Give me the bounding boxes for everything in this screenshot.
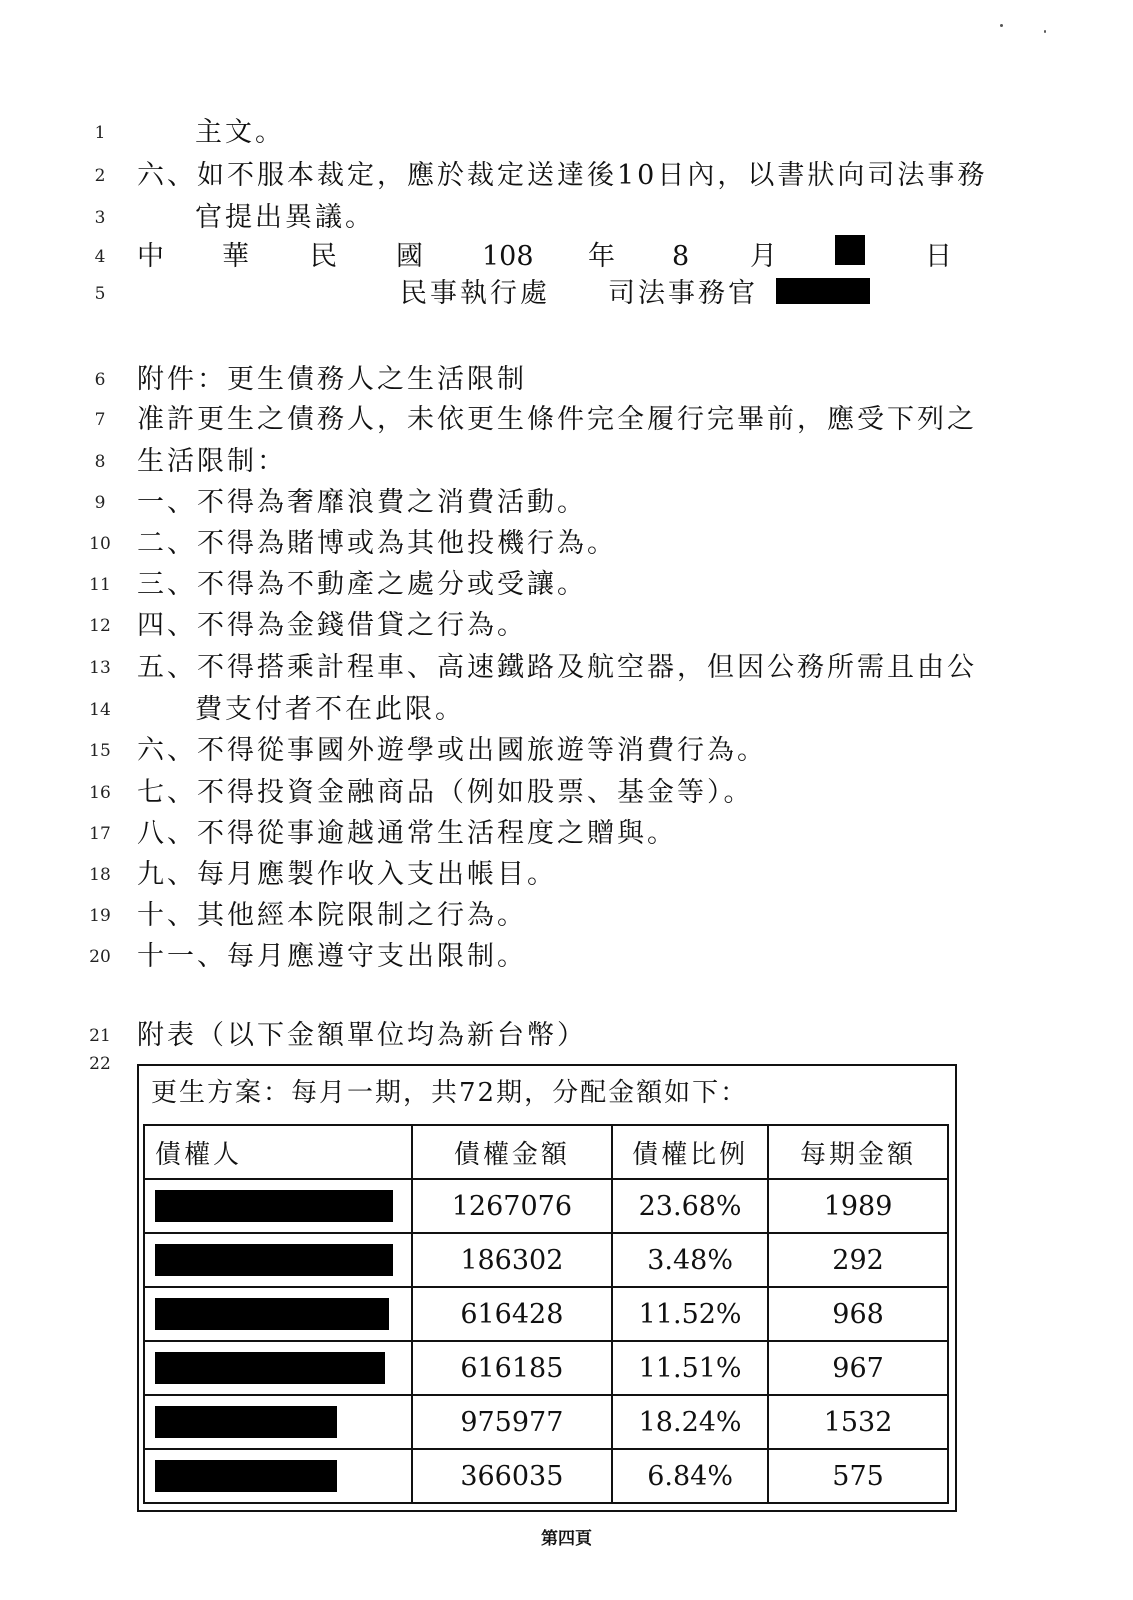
line-7 <box>0 398 1133 442</box>
line-text: 附表（以下金額單位均為新台幣） <box>137 1020 587 1051</box>
table-row <box>144 1179 948 1233</box>
repayment-plan-table <box>137 1064 957 1512</box>
line-number: 18 <box>89 865 111 885</box>
date-char: 民 <box>310 241 337 272</box>
line-number: 10 <box>89 534 111 554</box>
header-claim-amount: 債權金額 <box>412 1125 612 1179</box>
installment-cell: 967 <box>768 1341 948 1395</box>
redaction-creditor <box>155 1244 393 1276</box>
line-text: 七、不得投資金融商品（例如股票、基金等）。 <box>137 777 754 808</box>
line-number: 11 <box>89 575 111 595</box>
line-11 <box>0 563 1133 607</box>
creditor-table <box>143 1124 949 1504</box>
line-1 <box>0 111 1133 155</box>
claim-amount-cell: 366035 <box>412 1449 612 1503</box>
line-number: 16 <box>89 783 111 803</box>
line-text: 主文。 <box>195 117 285 148</box>
installment-cell: 1989 <box>768 1179 948 1233</box>
line-12 <box>0 604 1133 648</box>
line-number: 6 <box>94 370 106 390</box>
table-caption: 更生方案：每月一期，共72期，分配金額如下： <box>151 1078 749 1108</box>
page-number: 第四頁 <box>541 1529 592 1549</box>
line-text: 四、不得為金錢借貸之行為。 <box>137 610 527 641</box>
claim-amount-cell: 616185 <box>412 1341 612 1395</box>
line-19 <box>0 894 1133 938</box>
creditor-cell <box>144 1233 412 1287</box>
line-number: 3 <box>94 208 106 228</box>
line-text: 二、不得為賭博或為其他投機行為。 <box>137 528 617 559</box>
header-claim-ratio: 債權比例 <box>612 1125 768 1179</box>
installment-cell: 968 <box>768 1287 948 1341</box>
header-creditor: 債權人 <box>144 1125 412 1179</box>
line-number: 12 <box>89 616 111 636</box>
date-year: 108 <box>482 241 534 272</box>
line-number: 4 <box>94 247 106 267</box>
claim-ratio-cell: 23.68% <box>612 1179 768 1233</box>
line-text: 附件：更生債務人之生活限制 <box>137 364 527 395</box>
date-char: 日 <box>925 241 952 272</box>
header-installment: 每期金額 <box>768 1125 948 1179</box>
redaction-creditor <box>155 1190 393 1222</box>
line-6 <box>0 358 1133 402</box>
table-row <box>144 1287 948 1341</box>
date-char: 中 <box>137 241 164 272</box>
line-number: 13 <box>89 658 111 678</box>
redaction-officer-name <box>776 278 870 304</box>
creditor-cell <box>144 1341 412 1395</box>
redaction-creditor <box>155 1352 385 1384</box>
redaction-creditor <box>155 1460 337 1492</box>
date-char: 國 <box>396 241 423 272</box>
claim-amount-cell: 1267076 <box>412 1179 612 1233</box>
line-15 <box>0 729 1133 773</box>
line-text: 八、不得從事逾越通常生活程度之贈與。 <box>137 818 677 849</box>
line-number: 9 <box>94 493 106 513</box>
table-row <box>144 1449 948 1503</box>
claim-amount-cell: 975977 <box>412 1395 612 1449</box>
line-text: 一、不得為奢靡浪費之消費活動。 <box>137 487 587 518</box>
table-header-row <box>144 1125 948 1179</box>
line-3 <box>0 196 1133 240</box>
line-13 <box>0 646 1133 690</box>
line-number: 17 <box>89 824 111 844</box>
claim-ratio-cell: 18.24% <box>612 1395 768 1449</box>
claim-ratio-cell: 3.48% <box>612 1233 768 1287</box>
line-number: 2 <box>94 166 106 186</box>
creditor-cell <box>144 1179 412 1233</box>
line-number: 20 <box>89 947 111 967</box>
creditor-cell <box>144 1449 412 1503</box>
line-2 <box>0 154 1133 198</box>
line-number: 14 <box>89 700 111 720</box>
line-text: 五、不得搭乘計程車、高速鐵路及航空器，但因公務所需且由公 <box>137 652 977 683</box>
line-14 <box>0 688 1133 732</box>
line-text: 生活限制： <box>137 446 287 477</box>
line-text: 六、不得從事國外遊學或出國旅遊等消費行為。 <box>137 735 767 766</box>
line-18 <box>0 853 1133 897</box>
line-8 <box>0 440 1133 484</box>
claim-ratio-cell: 11.51% <box>612 1341 768 1395</box>
line-number: 7 <box>94 410 106 430</box>
line-number: 19 <box>89 906 111 926</box>
line-number: 22 <box>89 1054 111 1074</box>
installment-cell: 292 <box>768 1233 948 1287</box>
installment-cell: 575 <box>768 1449 948 1503</box>
line-text: 官提出異議。 <box>195 202 375 233</box>
department: 民事執行處 <box>400 278 550 309</box>
line-number: 15 <box>89 741 111 761</box>
date-month: 8 <box>672 241 690 272</box>
line-number: 21 <box>89 1026 111 1046</box>
line-text: 十一、每月應遵守支出限制。 <box>137 941 527 972</box>
signature-line <box>0 272 1133 316</box>
officer-title: 司法事務官 <box>608 278 758 309</box>
installment-cell: 1532 <box>768 1395 948 1449</box>
scan-speck <box>1044 30 1046 33</box>
line-16 <box>0 771 1133 815</box>
creditor-cell <box>144 1287 412 1341</box>
table-row <box>144 1395 948 1449</box>
claim-amount-cell: 186302 <box>412 1233 612 1287</box>
line-text: 三、不得為不動產之處分或受讓。 <box>137 569 587 600</box>
table-row <box>144 1233 948 1287</box>
line-text: 十、其他經本院限制之行為。 <box>137 900 527 931</box>
line-number: 5 <box>94 284 106 304</box>
line-17 <box>0 812 1133 856</box>
date-char: 年 <box>588 241 615 272</box>
claim-ratio-cell: 11.52% <box>612 1287 768 1341</box>
line-number: 8 <box>94 452 106 472</box>
line-20 <box>0 935 1133 979</box>
claim-ratio-cell: 6.84% <box>612 1449 768 1503</box>
claim-amount-cell: 616428 <box>412 1287 612 1341</box>
scan-speck <box>1000 24 1003 27</box>
line-9 <box>0 481 1133 525</box>
redaction-creditor <box>155 1298 389 1330</box>
date-char: 月 <box>750 241 777 272</box>
redaction-day <box>835 235 865 265</box>
redaction-creditor <box>155 1406 337 1438</box>
line-text: 准許更生之債務人，未依更生條件完全履行完畢前，應受下列之 <box>137 404 977 435</box>
line-10 <box>0 522 1133 566</box>
creditor-cell <box>144 1395 412 1449</box>
table-row <box>144 1341 948 1395</box>
date-char: 華 <box>222 241 249 272</box>
line-text: 六、如不服本裁定，應於裁定送達後10日內，以書狀向司法事務 <box>137 160 988 191</box>
line-number: 1 <box>94 123 106 143</box>
line-text: 九、每月應製作收入支出帳目。 <box>137 859 557 890</box>
line-text: 費支付者不在此限。 <box>195 694 465 725</box>
